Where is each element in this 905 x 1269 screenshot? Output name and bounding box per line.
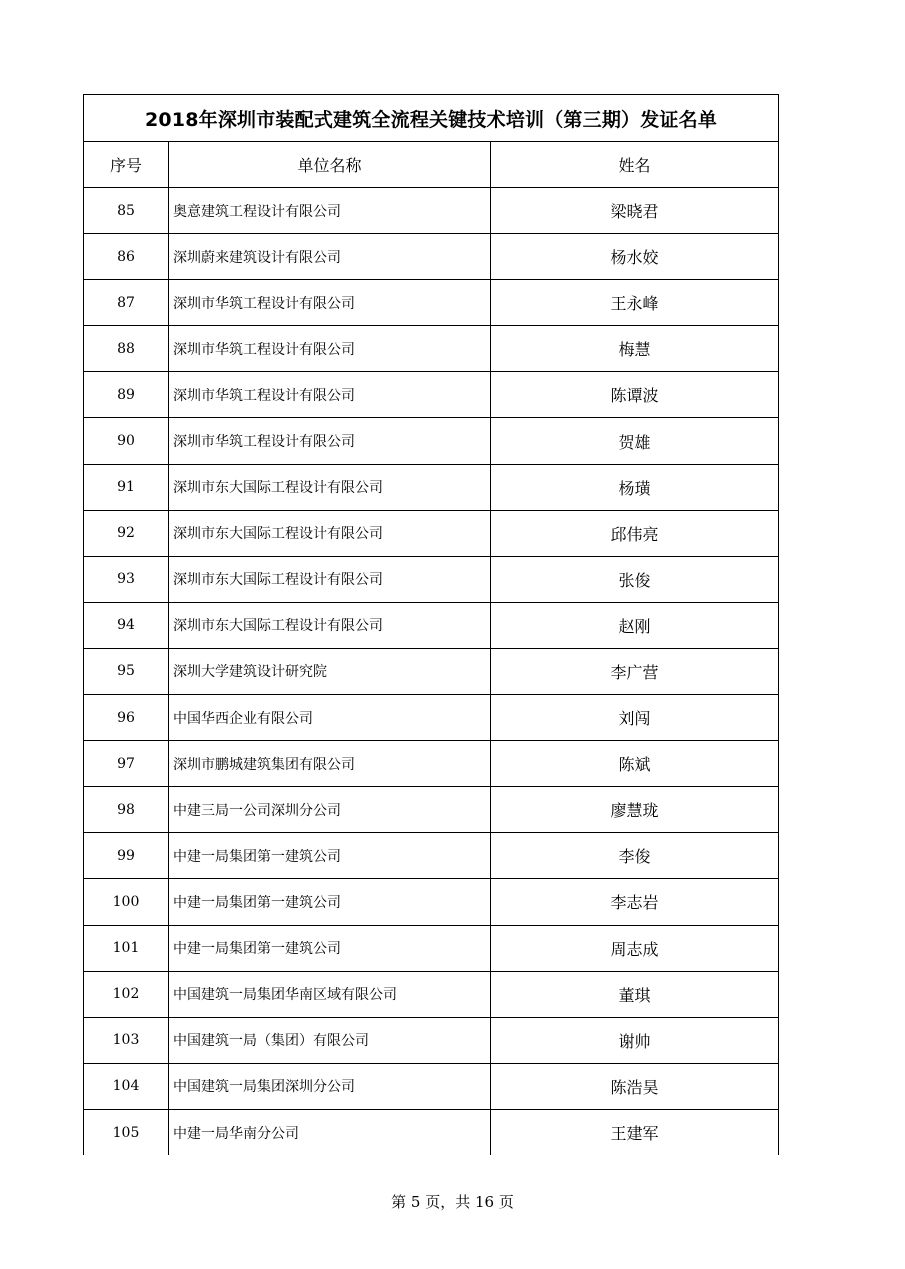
person-name-cell: 梁晓君 [491, 188, 779, 234]
serial-number-cell: 101 [84, 925, 169, 971]
organization-cell: 深圳市东大国际工程设计有限公司 [169, 602, 491, 648]
person-name-cell: 赵刚 [491, 602, 779, 648]
table-row [84, 741, 779, 787]
person-name-cell: 陈谭波 [491, 372, 779, 418]
table-row [84, 971, 779, 1017]
serial-number-cell: 100 [84, 879, 169, 925]
serial-number-cell: 98 [84, 787, 169, 833]
organization-cell: 中建一局华南分公司 [169, 1109, 491, 1155]
serial-number-cell: 93 [84, 556, 169, 602]
table-row [84, 602, 779, 648]
table-row [84, 695, 779, 741]
person-name-cell: 张俊 [491, 556, 779, 602]
person-name-cell: 邱伟亮 [491, 510, 779, 556]
serial-number-cell: 94 [84, 602, 169, 648]
table-row [84, 510, 779, 556]
table-row [84, 1109, 779, 1155]
table-row [84, 418, 779, 464]
person-name-cell: 梅慧 [491, 326, 779, 372]
organization-cell: 深圳市东大国际工程设计有限公司 [169, 510, 491, 556]
organization-cell: 中建一局集团第一建筑公司 [169, 925, 491, 971]
table-row [84, 833, 779, 879]
organization-cell: 深圳市华筑工程设计有限公司 [169, 280, 491, 326]
serial-number-cell: 95 [84, 648, 169, 694]
organization-cell: 深圳市东大国际工程设计有限公司 [169, 556, 491, 602]
roster-table [83, 94, 779, 1155]
organization-cell: 深圳市华筑工程设计有限公司 [169, 326, 491, 372]
table-row [84, 464, 779, 510]
serial-number-cell: 103 [84, 1017, 169, 1063]
serial-number-cell: 105 [84, 1109, 169, 1155]
person-name-cell: 刘闯 [491, 695, 779, 741]
serial-number-cell: 99 [84, 833, 169, 879]
organization-cell: 中国建筑一局集团华南区域有限公司 [169, 971, 491, 1017]
organization-cell: 深圳市鹏城建筑集团有限公司 [169, 741, 491, 787]
organization-cell: 深圳市东大国际工程设计有限公司 [169, 464, 491, 510]
person-name-cell: 董琪 [491, 971, 779, 1017]
table-row [84, 648, 779, 694]
roster-body [84, 188, 779, 1156]
organization-cell: 中建三局一公司深圳分公司 [169, 787, 491, 833]
person-name-cell: 杨璜 [491, 464, 779, 510]
header-organization: 单位名称 [169, 142, 491, 188]
table-row [84, 879, 779, 925]
serial-number-cell: 86 [84, 234, 169, 280]
document-title: 2018年深圳市装配式建筑全流程关键技术培训（第三期）发证名单 [84, 95, 779, 142]
table-row [84, 234, 779, 280]
person-name-cell: 贺雄 [491, 418, 779, 464]
serial-number-cell: 85 [84, 188, 169, 234]
header-row [84, 142, 779, 188]
header-person-name: 姓名 [491, 142, 779, 188]
person-name-cell: 杨水姣 [491, 234, 779, 280]
serial-number-cell: 87 [84, 280, 169, 326]
organization-cell: 中建一局集团第一建筑公司 [169, 879, 491, 925]
table-row [84, 188, 779, 234]
organization-cell: 中国华西企业有限公司 [169, 695, 491, 741]
serial-number-cell: 97 [84, 741, 169, 787]
organization-cell: 深圳蔚来建筑设计有限公司 [169, 234, 491, 280]
person-name-cell: 李俊 [491, 833, 779, 879]
organization-cell: 深圳大学建筑设计研究院 [169, 648, 491, 694]
table-row [84, 925, 779, 971]
serial-number-cell: 88 [84, 326, 169, 372]
table-row [84, 280, 779, 326]
serial-number-cell: 92 [84, 510, 169, 556]
serial-number-cell: 90 [84, 418, 169, 464]
table-row [84, 1063, 779, 1109]
organization-cell: 深圳市华筑工程设计有限公司 [169, 372, 491, 418]
person-name-cell: 王建军 [491, 1109, 779, 1155]
organization-cell: 奥意建筑工程设计有限公司 [169, 188, 491, 234]
person-name-cell: 李志岩 [491, 879, 779, 925]
serial-number-cell: 89 [84, 372, 169, 418]
person-name-cell: 周志成 [491, 925, 779, 971]
table-row [84, 556, 779, 602]
serial-number-cell: 104 [84, 1063, 169, 1109]
serial-number-cell: 96 [84, 695, 169, 741]
serial-number-cell: 91 [84, 464, 169, 510]
person-name-cell: 廖慧珑 [491, 787, 779, 833]
page-footer: 第 5 页，共 16 页 [391, 1193, 514, 1211]
organization-cell: 深圳市华筑工程设计有限公司 [169, 418, 491, 464]
organization-cell: 中建一局集团第一建筑公司 [169, 833, 491, 879]
header-serial-number: 序号 [84, 142, 169, 188]
table-row [84, 326, 779, 372]
table-row [84, 1017, 779, 1063]
person-name-cell: 谢帅 [491, 1017, 779, 1063]
table-row [84, 372, 779, 418]
organization-cell: 中国建筑一局集团深圳分公司 [169, 1063, 491, 1109]
person-name-cell: 王永峰 [491, 280, 779, 326]
serial-number-cell: 102 [84, 971, 169, 1017]
organization-cell: 中国建筑一局（集团）有限公司 [169, 1017, 491, 1063]
person-name-cell: 李广营 [491, 648, 779, 694]
person-name-cell: 陈浩昊 [491, 1063, 779, 1109]
person-name-cell: 陈斌 [491, 741, 779, 787]
table-row [84, 787, 779, 833]
